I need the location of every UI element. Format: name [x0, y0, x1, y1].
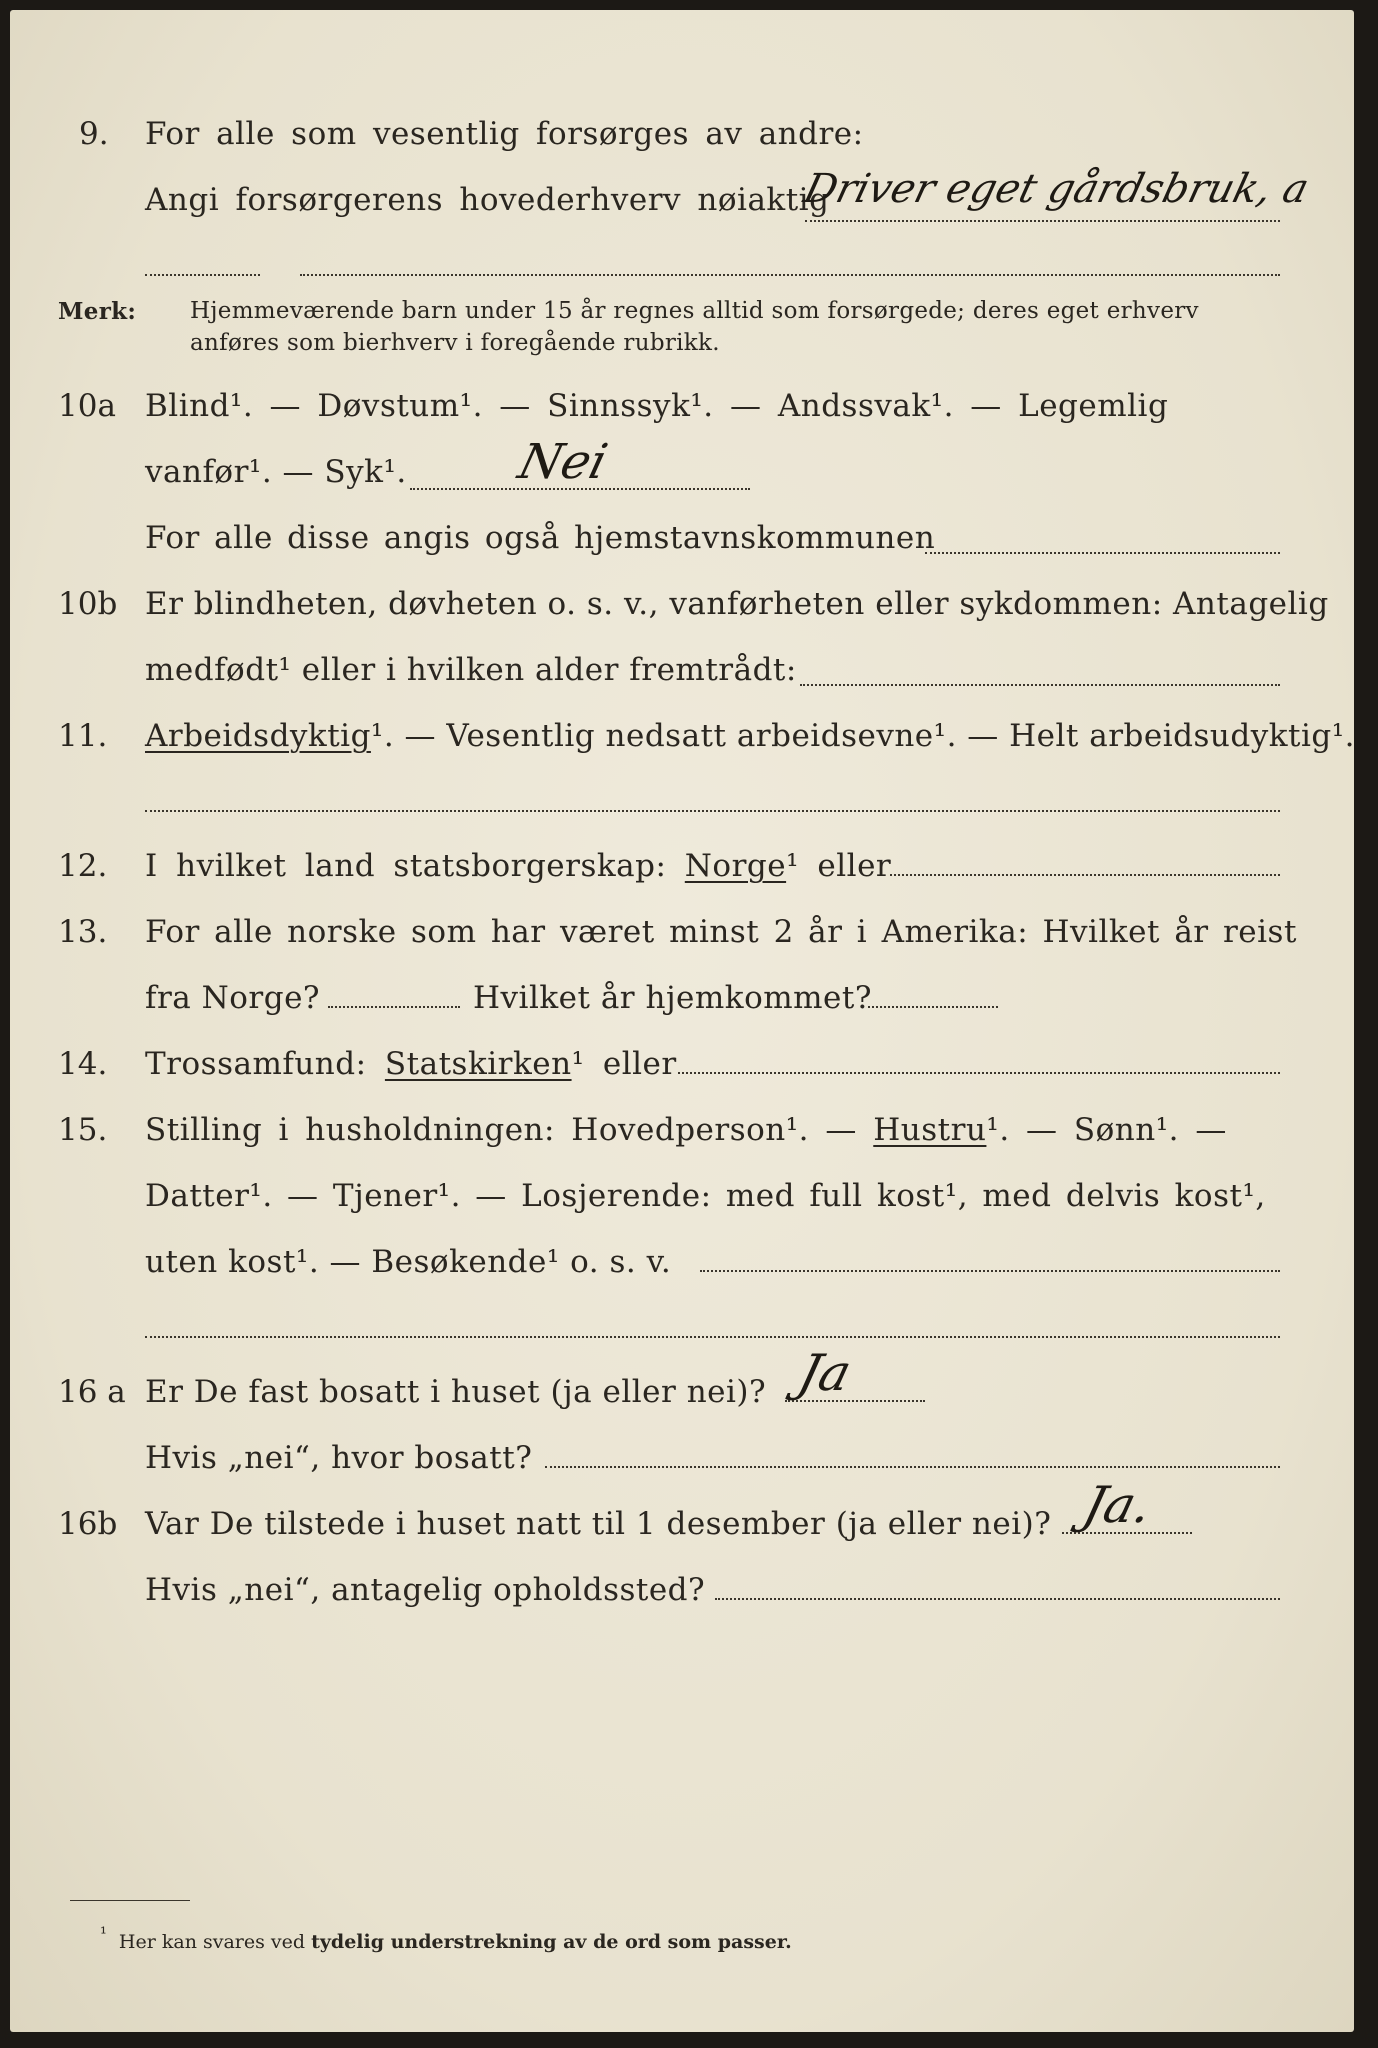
footnote-plain: Her kan svares ved [118, 1931, 306, 1953]
q9-line2: Angi forsørgerens hovederhverv nøiaktig [145, 182, 830, 218]
merk-label: Merk: [58, 298, 137, 325]
q14-number: 14. [58, 1046, 108, 1082]
q11-underlined-option: Arbeidsdyktig [145, 718, 371, 754]
q12-line [145, 848, 891, 884]
q11-line [145, 718, 1355, 754]
q14-line [145, 1046, 677, 1082]
q16b-number: 16b [58, 1506, 118, 1542]
q16a-line1: Er De fast bosatt i huset (ja eller nei)? [145, 1374, 767, 1410]
q10b-answer-line [800, 684, 1280, 686]
q10a-number: 10a [58, 388, 116, 424]
q10b-line2: medfødt¹ eller i hvilken alder fremtrådt: [145, 652, 797, 688]
q13-number: 13. [58, 914, 108, 950]
merk-line2: anføres som bierhverv i foregående rubrikk. [190, 330, 720, 356]
q16b-handwritten-answer: Ja. [1077, 1476, 1158, 1534]
q13-reist-line [328, 1006, 460, 1008]
q13-line1: For alle norske som har været minst 2 år i Amerika: Hvilket år reist [145, 914, 1297, 950]
footnote [100, 1924, 792, 1953]
q14-underlined-option: Statskirken [384, 1046, 572, 1082]
merk-line1: Hjemmeværende barn under 15 år regnes alltid som forsørgede; deres eget erhverv [190, 298, 1199, 324]
q16b-line1: Var De tilstede i huset natt til 1 desember (ja eller nei)? [145, 1506, 1052, 1542]
q11-answer-line [145, 810, 1280, 812]
q10b-number: 10b [58, 586, 118, 622]
q12-answer-line [890, 874, 1280, 876]
q12-number: 12. [58, 848, 108, 884]
q13-line2b: Hvilket år hjemkommet? [473, 980, 872, 1016]
q14-post: ¹ eller [571, 1046, 677, 1082]
q14-answer-line [678, 1072, 1280, 1074]
q13-line2a: fra Norge? [145, 980, 321, 1016]
q9-handwritten-answer: Driver eget gårdsbruk, a [799, 166, 1314, 212]
q12-question: I hvilket land statsborgerskap: [145, 848, 667, 884]
q15-extra-line [145, 1336, 1280, 1338]
q9-answer-line [805, 220, 1280, 222]
q15-number: 15. [58, 1112, 108, 1148]
q16a-number: 16 a [58, 1374, 126, 1410]
q11-number: 11. [58, 718, 108, 754]
q9-line1: For alle som vesentlig forsørges av andre: [145, 116, 864, 152]
q10a-line1: Blind¹. — Døvstum¹. — Sinnssyk¹. — Andssvak¹. — Legemlig [145, 388, 1169, 424]
q16a-handwritten-answer: Ja [792, 1344, 858, 1402]
q15-underlined-option: Hustru [873, 1112, 987, 1148]
q12-underlined-option: Norge [684, 848, 787, 884]
q11-rest: ¹. — Vesentlig nedsatt arbeidsevne¹. — Helt arbeidsudyktig¹. [370, 718, 1356, 754]
q15-line1 [145, 1112, 1227, 1148]
q15-line1a: Stilling i husholdningen: Hovedperson¹. — [145, 1112, 857, 1148]
footnote-marker: ¹ [100, 1924, 107, 1944]
q10a-line2: vanfør¹. — Syk¹. [145, 454, 407, 490]
footnote-rule [70, 1900, 190, 1901]
q9-extra-line-b [300, 274, 1280, 276]
q15-line3: uten kost¹. — Besøkende¹ o. s. v. [145, 1244, 672, 1280]
q15-answer-line [700, 1270, 1280, 1272]
census-form-sheet [10, 10, 1354, 2032]
q9-extra-line-a [145, 274, 260, 276]
q16a-bosatt-line [545, 1466, 1280, 1468]
q15-line2: Datter¹. — Tjener¹. — Losjerende: med full kost¹, med delvis kost¹, [145, 1178, 1266, 1214]
q14-question: Trossamfund: [145, 1046, 367, 1082]
q16b-opholdssted-line [715, 1598, 1280, 1600]
q10a-hjemstavn-line [925, 552, 1280, 554]
q12-post: ¹ eller [786, 848, 892, 884]
q10a-handwritten-answer: Nei [513, 434, 613, 490]
q13-hjemkommet-line [868, 1006, 998, 1008]
q10a-line3: For alle disse angis også hjemstavnskommunen [145, 520, 936, 556]
q15-line1b: ¹. — Sønn¹. — [986, 1112, 1227, 1148]
q10b-line1: Er blindheten, døvheten o. s. v., vanførheten eller sykdommen: Antagelig [145, 586, 1329, 622]
q16a-line2: Hvis „nei“, hvor bosatt? [145, 1440, 533, 1476]
q16b-line2: Hvis „nei“, antagelig opholdssted? [145, 1572, 706, 1608]
q9-number: 9. [79, 116, 109, 152]
footnote-bold: tydelig understrekning av de ord som passer. [311, 1931, 792, 1953]
